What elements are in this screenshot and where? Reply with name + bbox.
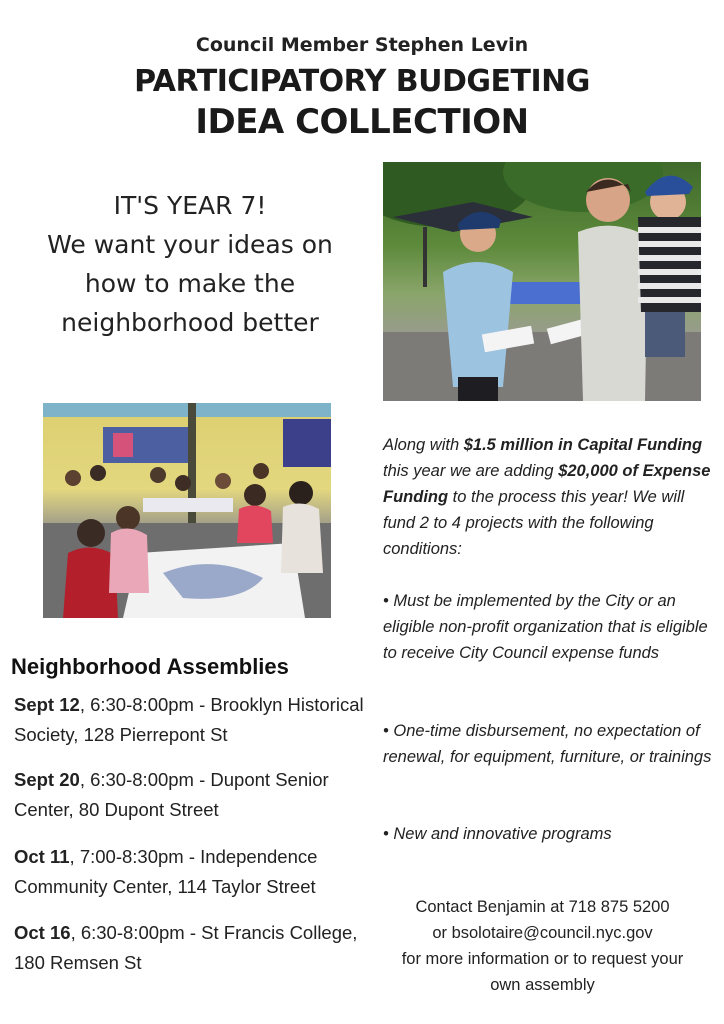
contact-line: for more information or to request your — [401, 950, 684, 968]
event-details: , 7:00-8:30pm - Independence Community Center, 114 Taylor Street — [14, 846, 318, 897]
outdoor-event-illustration — [383, 162, 701, 401]
assembly-event — [14, 918, 376, 978]
assembly-event — [14, 842, 376, 902]
event-date: Oct 16 — [14, 922, 71, 943]
event-date: Sept 12 — [14, 694, 80, 715]
condition-item: • One-time disbursement, no expectation of renewal, for equipment, furniture, or trainings — [383, 722, 712, 766]
tagline-line: We want your ideas on — [47, 230, 333, 259]
funding-intro — [383, 432, 718, 562]
event-details: , 6:30-8:00pm - St Francis College, 180 Remsen St — [14, 922, 358, 973]
page-title-line2: IDEA COLLECTION — [195, 102, 529, 142]
outdoor-event-photo — [383, 162, 701, 401]
event-details: , 6:30-8:00pm - Brooklyn Historical Society, 128 Pierrepont St — [14, 694, 364, 745]
tagline — [10, 186, 370, 342]
intro-text: Along with — [383, 436, 464, 454]
assembly-event — [14, 765, 376, 825]
tagline-line: how to make the — [84, 269, 296, 298]
condition-item: • Must be implemented by the City or an eligible non-profit organization that is eligible to receive City Council expense funds — [383, 592, 708, 662]
assembly-event — [14, 690, 376, 750]
assemblies-heading: Neighborhood Assemblies — [11, 654, 289, 679]
event-date: Oct 11 — [14, 846, 70, 867]
tagline-line: neighborhood better — [61, 308, 319, 337]
event-date: Sept 20 — [14, 769, 80, 790]
event-details: , 6:30-8:00pm - Dupont Senior Center, 80 Dupont Street — [14, 769, 329, 820]
capital-funding-amount: $1.5 million in Capital Funding — [463, 436, 703, 454]
contact-phone-line: Contact Benjamin at 718 875 5200 — [415, 898, 670, 916]
condition-item: • New and innovative programs — [383, 825, 612, 843]
contact-email-line: or bsolotaire@council.nyc.gov — [432, 924, 653, 942]
tagline-line: IT'S YEAR 7! — [113, 191, 267, 220]
contact-info — [375, 894, 710, 998]
page-title-line1: PARTICIPATORY BUDGETING — [134, 64, 590, 99]
intro-text: to the process this year! We will fund 2 to 4 projects with the following conditions: — [383, 488, 685, 558]
community-assembly-photo — [43, 403, 331, 618]
intro-text: this year we are adding — [383, 462, 559, 480]
community-assembly-illustration — [43, 403, 331, 618]
expense-funding-amount: $20,000 of Expense Funding — [383, 462, 711, 506]
council-member-subtitle: Council Member Stephen Levin — [195, 34, 529, 56]
contact-line: own assembly — [490, 976, 595, 994]
